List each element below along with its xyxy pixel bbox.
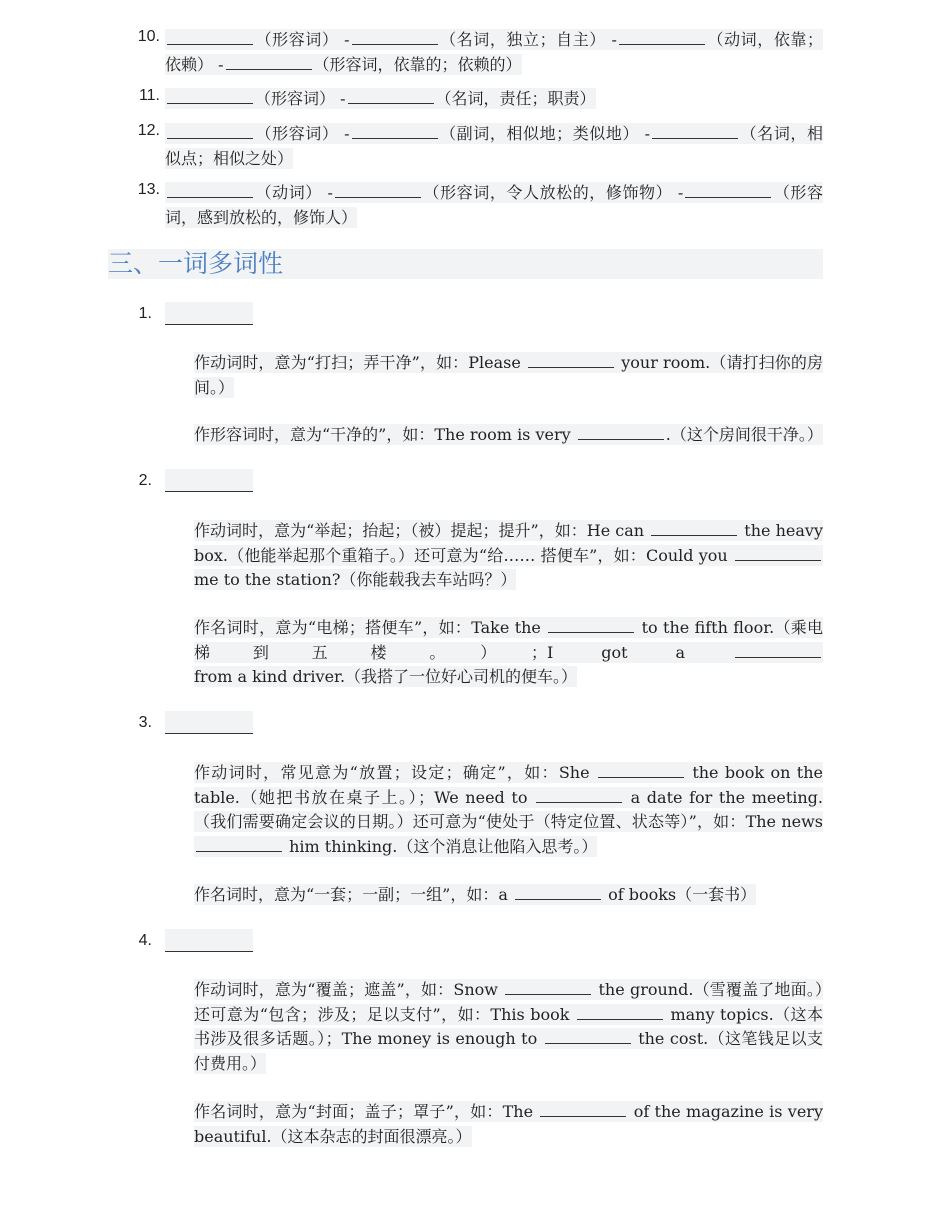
item-number: 12. — [137, 122, 160, 139]
section-heading: 三、一词多词性 — [108, 249, 823, 279]
answer-blank[interactable] — [167, 89, 253, 104]
item-number: 10. — [137, 28, 160, 45]
usage-paragraph: 作动词时，常见意为“放置；设定；确定”，如：She the book on the table.（她把书放在桌子上。）；We need to a date for the meeting.（我们需要确定会议的日期。）还可意为“使处于（特定位置、状态等）”，如：The news him thinking.（这个消息让他陷入思考。） — [194, 763, 824, 856]
answer-blank[interactable] — [735, 643, 821, 658]
answer-blank[interactable] — [352, 124, 438, 139]
answer-blank[interactable] — [505, 980, 591, 995]
answer-blank[interactable] — [335, 183, 421, 198]
item-text: （形容词） - （副词，相似地；类似地） - （名词，相似点；相似之处） — [165, 124, 823, 168]
answer-blank[interactable] — [352, 30, 438, 45]
usage-paragraph: 作形容词时，意为“干净的”，如：The room is very .（这个房间很干净。） — [194, 425, 823, 444]
usage-paragraph: 作动词时，意为“举起；抬起；（被）提起；提升”，如：He can the heavy box.（他能举起那个重箱子。）还可意为“给…… 搭便车”，如：Could you me to the station?（你能载我去车站吗？） — [194, 521, 823, 589]
answer-blank[interactable] — [165, 469, 253, 492]
answer-blank[interactable] — [165, 929, 253, 952]
item-text: （形容词） - （名词，独立；自主） - （动词，依靠；依赖） - （形容词，依靠的；依赖的） — [165, 30, 823, 74]
answer-blank[interactable] — [167, 183, 253, 198]
answer-blank[interactable] — [540, 1102, 626, 1117]
answer-blank[interactable] — [167, 30, 253, 45]
answer-blank[interactable] — [735, 546, 821, 561]
answer-blank[interactable] — [598, 763, 684, 778]
item-text: （形容词） - （名词，责任；职责） — [165, 87, 823, 112]
item-text: （动词） - （形容词，令人放松的，修饰物） - （形容词，感到放松的，修饰人） — [165, 183, 823, 227]
answer-blank[interactable] — [536, 788, 622, 803]
answer-blank[interactable] — [196, 837, 282, 852]
answer-blank[interactable] — [226, 55, 312, 70]
item-number: 1. — [138, 305, 152, 322]
usage-paragraph: 作动词时，意为“打扫；弄干净”，如：Please your room.（请打扫你的房间。） — [194, 353, 823, 397]
answer-blank[interactable] — [578, 425, 664, 440]
answer-blank[interactable] — [545, 1029, 631, 1044]
answer-blank[interactable] — [548, 618, 634, 633]
answer-blank[interactable] — [685, 183, 771, 198]
item-number: 4. — [138, 932, 152, 949]
answer-blank[interactable] — [652, 124, 738, 139]
answer-blank[interactable] — [167, 124, 253, 139]
answer-blank[interactable] — [165, 711, 253, 734]
usage-paragraph: 作名词时，意为“封面；盖子；罩子”，如：The of the magazine is very beautiful.（这本杂志的封面很漂亮。） — [194, 1102, 823, 1146]
usage-paragraph: 作名词时，意为“一套；一副；一组”，如：a of books（一套书） — [194, 885, 757, 904]
item-number: 2. — [138, 472, 152, 489]
answer-blank[interactable] — [165, 302, 253, 325]
item-number: 11. — [138, 87, 160, 104]
answer-blank[interactable] — [348, 89, 434, 104]
answer-blank[interactable] — [515, 885, 601, 900]
answer-blank[interactable] — [651, 521, 737, 536]
answer-blank[interactable] — [577, 1005, 663, 1020]
item-number: 13. — [137, 181, 160, 198]
answer-blank[interactable] — [619, 30, 705, 45]
usage-paragraph: 作动词时，意为“覆盖；遮盖”，如：Snow the ground.（雪覆盖了地面。）还可意为“包含；涉及；足以支付”，如：This book many topics.（这本书涉及很多话题。）；The money is enough to the cost.（这笔钱足以支付费用。） — [194, 980, 823, 1073]
item-number: 3. — [138, 714, 152, 731]
answer-blank[interactable] — [528, 353, 614, 368]
usage-paragraph: 作名词时，意为“电梯；搭便车”，如：Take the to the fifth floor.（乘电梯到五楼。）；I got a from a kind driver.（我搭了一位好心司机的便车。） — [194, 618, 823, 686]
